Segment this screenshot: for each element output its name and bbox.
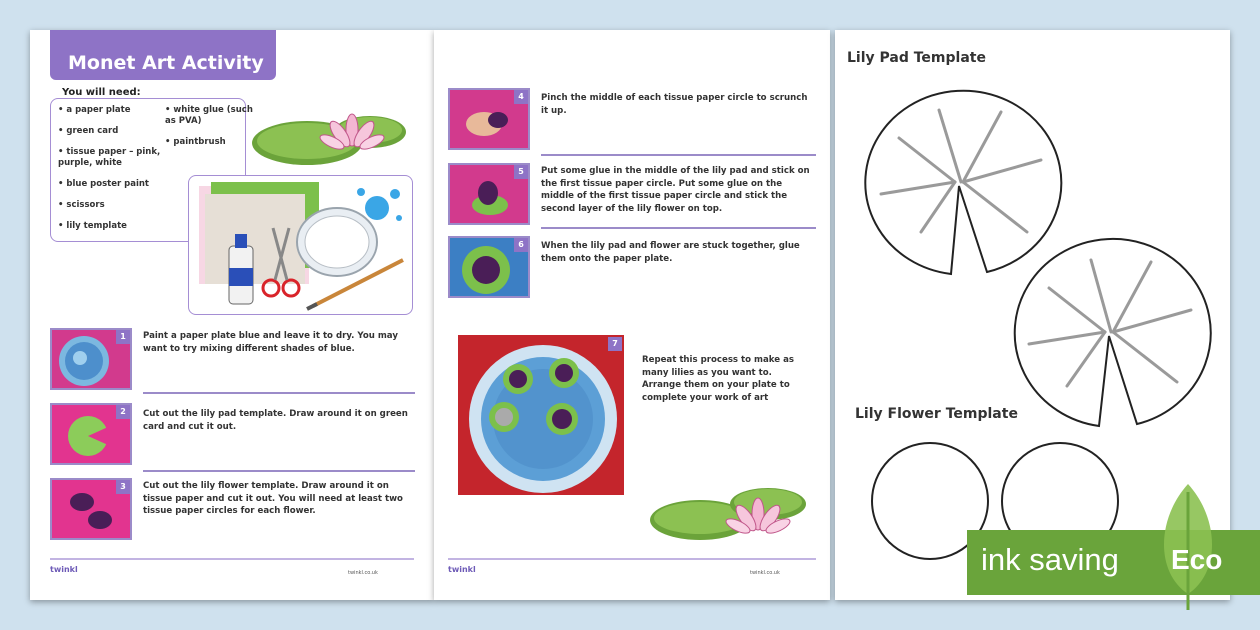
step-1-text: Paint a paper plate blue and leave it to dry. You may want to try mixing different shades of blue. [143, 331, 398, 354]
material-item: • lily template [58, 221, 162, 232]
copyright-text: twinkl.co.uk [348, 570, 378, 576]
footer-divider [448, 558, 816, 560]
material-item: • a paper plate [58, 105, 162, 116]
step-5-text: Put some glue in the middle of the lily pad and stick on the first tissue paper circle. Put some glue on the middle of the first tissue paper circle and stick the second layer of the lily flower on top. [541, 166, 810, 214]
page-2 [434, 30, 830, 600]
lily-pad-illustration [650, 482, 810, 548]
step-1-photo [50, 328, 132, 390]
step-number: 5 [514, 165, 528, 179]
step-4-photo [448, 88, 530, 150]
step-number: 7 [608, 337, 622, 351]
step-3-photo [50, 478, 132, 540]
title-banner [50, 30, 276, 80]
material-item: • blue poster paint [58, 179, 162, 190]
page-title: Monet Art Activity [68, 52, 264, 74]
divider [143, 470, 415, 472]
material-item: • white glue (such as PVA) [165, 105, 255, 127]
page-1 [30, 30, 434, 600]
materials-list-left [58, 105, 162, 242]
material-item: • green card [58, 126, 162, 137]
step-number: 3 [116, 480, 130, 494]
step-5-photo [448, 163, 530, 225]
lily-pad-template-2 [1005, 230, 1215, 435]
lily-pad-template-title: Lily Pad Template [847, 50, 986, 66]
divider [541, 227, 816, 229]
divider [143, 392, 415, 394]
lily-flower-template-title: Lily Flower Template [855, 406, 1018, 422]
eco-label: Eco [1171, 544, 1223, 575]
step-6-photo [448, 236, 530, 298]
ink-saving-eco-badge [967, 530, 1260, 595]
step-number: 2 [116, 405, 130, 419]
step-4-text: Pinch the middle of each tissue paper circle to scrunch it up. [541, 93, 808, 116]
step-2-text: Cut out the lily pad template. Draw around it on green card and cut it out. [143, 409, 408, 432]
ink-saving-label: ink saving [981, 542, 1119, 577]
materials-list-right [165, 105, 255, 158]
material-item: • scissors [58, 200, 162, 211]
copyright-text: twinkl.co.uk [750, 570, 780, 576]
step-7-photo [458, 335, 624, 495]
you-will-need-label: You will need: [62, 87, 141, 98]
footer-divider [50, 558, 414, 560]
step-6-text: When the lily pad and flower are stuck together, glue them onto the paper plate. [541, 241, 800, 264]
lily-pad-illustration [252, 108, 412, 172]
step-2-photo [50, 403, 132, 465]
material-item: • paintbrush [165, 137, 255, 148]
twinkl-logo: twinkl [448, 565, 476, 574]
step-3-text: Cut out the lily flower template. Draw around it on tissue paper and cut it out. You will need at least two tissue paper circles for each flower. [143, 481, 403, 516]
material-item: • tissue paper – pink, purple, white [58, 147, 162, 169]
materials-illustration [188, 175, 413, 315]
step-7-text: Repeat this process to make as many lilies as you want to. Arrange them on your plate to complete your work of art [642, 355, 795, 403]
divider [541, 154, 816, 156]
step-number: 4 [514, 90, 528, 104]
step-number: 6 [514, 238, 528, 252]
step-number: 1 [116, 330, 130, 344]
twinkl-logo: twinkl [50, 565, 78, 574]
